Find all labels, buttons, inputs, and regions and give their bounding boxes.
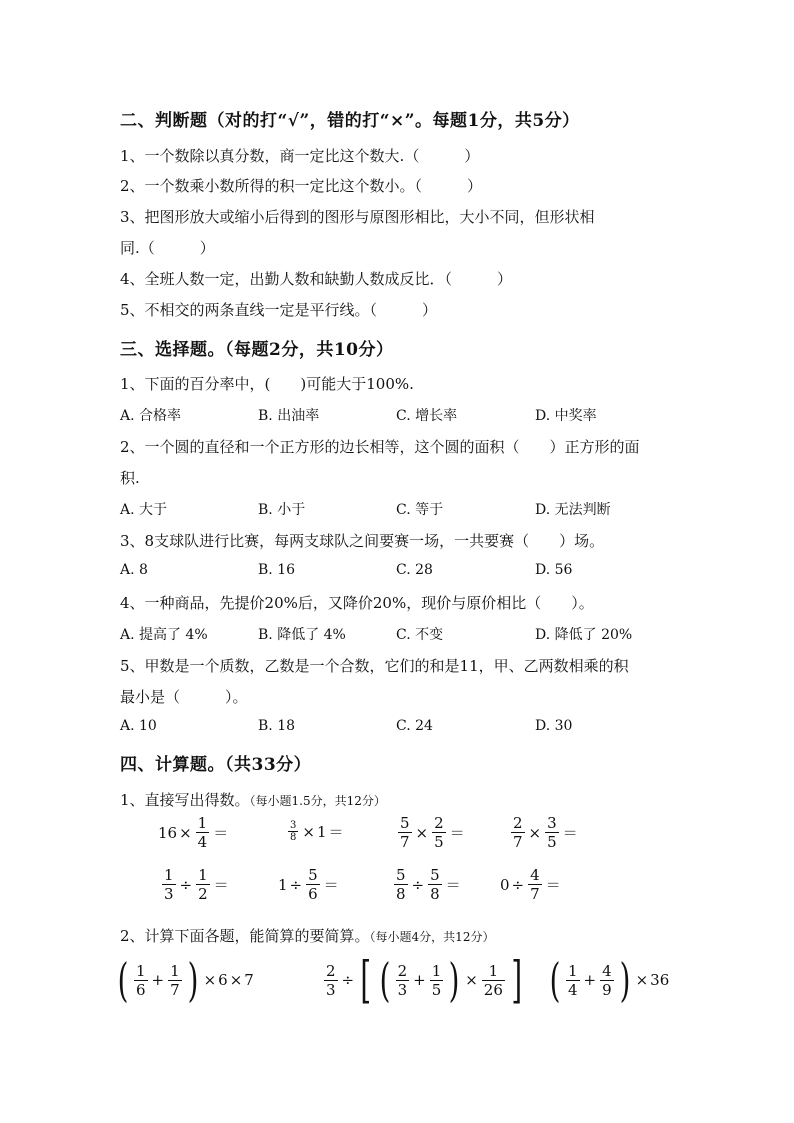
choice-q1-opt-a: A. 合格率 [120, 408, 182, 424]
choice-q4-opt-a: A. 提高了 4% [120, 627, 208, 643]
simplify-2: $\frac{2}{3}$ ÷ [ ( $\frac{2}{3}$ + $\frac{1}{5}$ ) × $\frac{1}{26}$ ] [326, 951, 523, 1009]
choice-q1-opt-b: B. 出油率 [258, 408, 320, 424]
expr-4: $\frac{2}{7}$ × $\frac{3}{5}$ ＝ [513, 814, 578, 851]
simplify-3: ( $\frac{1}{4}$ + $\frac{4}{9}$ ) × 36 [549, 953, 670, 1007]
choice-q2-cont: 积. [120, 469, 140, 487]
choice-q1: 1、下面的百分率中，( )可能大于100%. [120, 375, 414, 393]
choice-q4-opt-d: D. 降低了 20% [535, 627, 633, 643]
expr-1: 16 × $\frac{1}{4}$ ＝ [158, 814, 229, 851]
choice-q4: 4、一种商品，先提价20%后，又降价20%，现价与原价相比（ ）。 [120, 594, 594, 612]
expr-3: $\frac{5}{7}$ × $\frac{2}{5}$ ＝ [400, 814, 465, 851]
calc-part-1-label: 1、直接写出得数。 [120, 791, 250, 809]
choice-q2: 2、一个圆的直径和一个正方形的边长相等，这个圆的面积（ ）正方形的面 [120, 438, 640, 456]
choice-q5: 5、甲数是一个质数，乙数是一个合数，它们的和是11，甲、乙两数相乘的积 [120, 657, 629, 675]
calc-part-2-label: 2、计算下面各题，能简算的要简算。 [120, 927, 370, 945]
choice-q4-opt-b: B. 降低了 4% [258, 627, 346, 643]
choice-q1-opt-c: C. 增长率 [396, 408, 458, 424]
judge-item-4: 4、全班人数一定，出勤人数和缺勤人数成反比．（ ） [120, 270, 513, 288]
calc-part-2 [120, 925, 494, 946]
judge-item-3-cont: 同.（ ） [120, 239, 215, 257]
expr-8: 0 ÷ $\frac{4}{7}$ ＝ [500, 866, 561, 903]
choice-q2-opt-d: D. 无法判断 [535, 502, 611, 518]
choice-q3: 3、8支球队进行比赛，每两支球队之间要赛一场，一共要赛（ ）场。 [120, 532, 605, 550]
choice-q2-opt-c: C. 等于 [396, 502, 444, 518]
choice-q1-opt-d: D. 中奖率 [535, 408, 597, 424]
choice-q3-opt-b: B. 16 [258, 562, 296, 578]
section-2-title: 二、判断题（对的打“√”，错的打“×”。每题1分，共5分） [120, 111, 580, 131]
choice-q3-opt-c: C. 28 [396, 562, 433, 578]
expr-7: $\frac{5}{8}$ ÷ $\frac{5}{8}$ ＝ [396, 866, 461, 903]
choice-q5-opt-c: C. 24 [396, 718, 433, 734]
expr-2: $\frac{3}{8}$ × 1 ＝ [290, 820, 344, 843]
choice-q5-opt-d: D. 30 [535, 718, 573, 734]
choice-q2-opt-a: A. 大于 [120, 502, 168, 518]
section-4-title: 四、计算题。（共33分） [120, 755, 312, 775]
judge-item-3: 3、把图形放大或缩小后得到的图形与原图形相比，大小不同，但形状相 [120, 208, 595, 226]
choice-q5-opt-a: A. 10 [120, 718, 157, 734]
choice-q3-opt-a: A. 8 [120, 562, 148, 578]
choice-q5-cont: 最小是（ ）。 [120, 688, 248, 706]
calc-part-1-note: （每小题1.5分，共12分） [249, 794, 386, 808]
judge-item-1: 1、一个数除以真分数，商一定比这个数大.（ ） [120, 147, 480, 165]
section-3-title: 三、选择题。（每题2分，共10分） [120, 340, 394, 360]
choice-q5-opt-b: B. 18 [258, 718, 296, 734]
judge-item-5: 5、不相交的两条直线一定是平行线。（ ） [120, 301, 438, 319]
expr-6: 1 ÷ $\frac{5}{6}$ ＝ [278, 866, 339, 903]
expr-5: $\frac{1}{3}$ ÷ $\frac{1}{2}$ ＝ [164, 866, 229, 903]
choice-q3-opt-d: D. 56 [535, 562, 573, 578]
simplify-1: ( $\frac{1}{6}$ + $\frac{1}{7}$ ) × 6 × 7 [117, 953, 254, 1007]
calc-part-1 [120, 789, 386, 810]
calc-part-2-note: （每小题4分，共12分） [369, 930, 495, 944]
choice-q4-opt-c: C. 不变 [396, 627, 444, 643]
judge-item-2: 2、一个数乘小数所得的积一定比这个数小。（ ） [120, 177, 483, 195]
choice-q2-opt-b: B. 小于 [258, 502, 306, 518]
